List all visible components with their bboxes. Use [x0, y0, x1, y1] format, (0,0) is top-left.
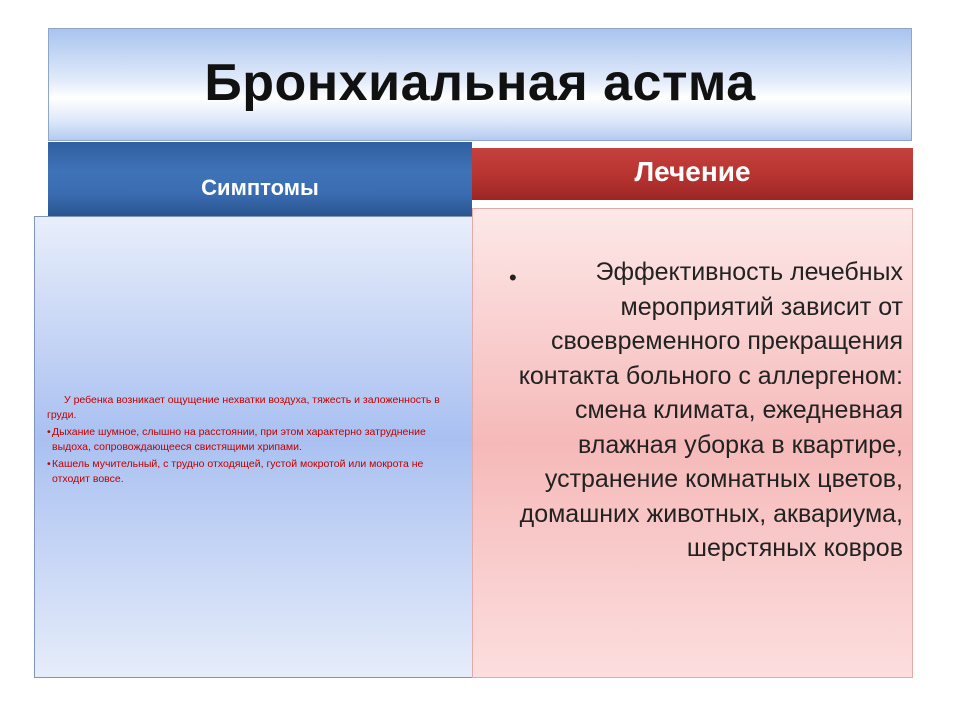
symptom-item-text: Кашель мучительный, с трудно отходящей, густой мокротой или мокрота не отходит вовсе. [52, 458, 424, 485]
treatment-panel [472, 208, 913, 678]
symptoms-header-label: Симптомы [201, 175, 319, 200]
symptom-item [47, 425, 447, 455]
bullet-marker: • [47, 426, 51, 438]
title-banner [48, 28, 912, 141]
symptom-item [47, 457, 447, 487]
symptom-intro: У ребенка возникает ощущение нехватки воздуха, тяжесть и заложенность в груди. [47, 394, 440, 421]
treatment-header-label: Лечение [634, 156, 751, 187]
symptoms-panel [34, 216, 473, 678]
bullet-marker: • [47, 458, 51, 470]
symptoms-header [48, 142, 472, 216]
bullet-marker: • [509, 265, 517, 290]
treatment-header [472, 148, 913, 200]
treatment-text: Эффективность лечебных мероприятий зависит от своевременного прекращения контакта больного с аллергеном: смена климата, ежедневная влажная уборка в квартире, устранение комнатных цветов, домашних животных, аквариума, шерстяных ковров [518, 258, 903, 562]
slide-title: Бронхиальная астма [204, 53, 756, 112]
symptom-item-text: Дыхание шумное, слышно на расстоянии, при этом характерно затруднение выдоха, сопровождающееся свистящими хрипами. [52, 426, 426, 453]
symptoms-list [47, 393, 447, 489]
